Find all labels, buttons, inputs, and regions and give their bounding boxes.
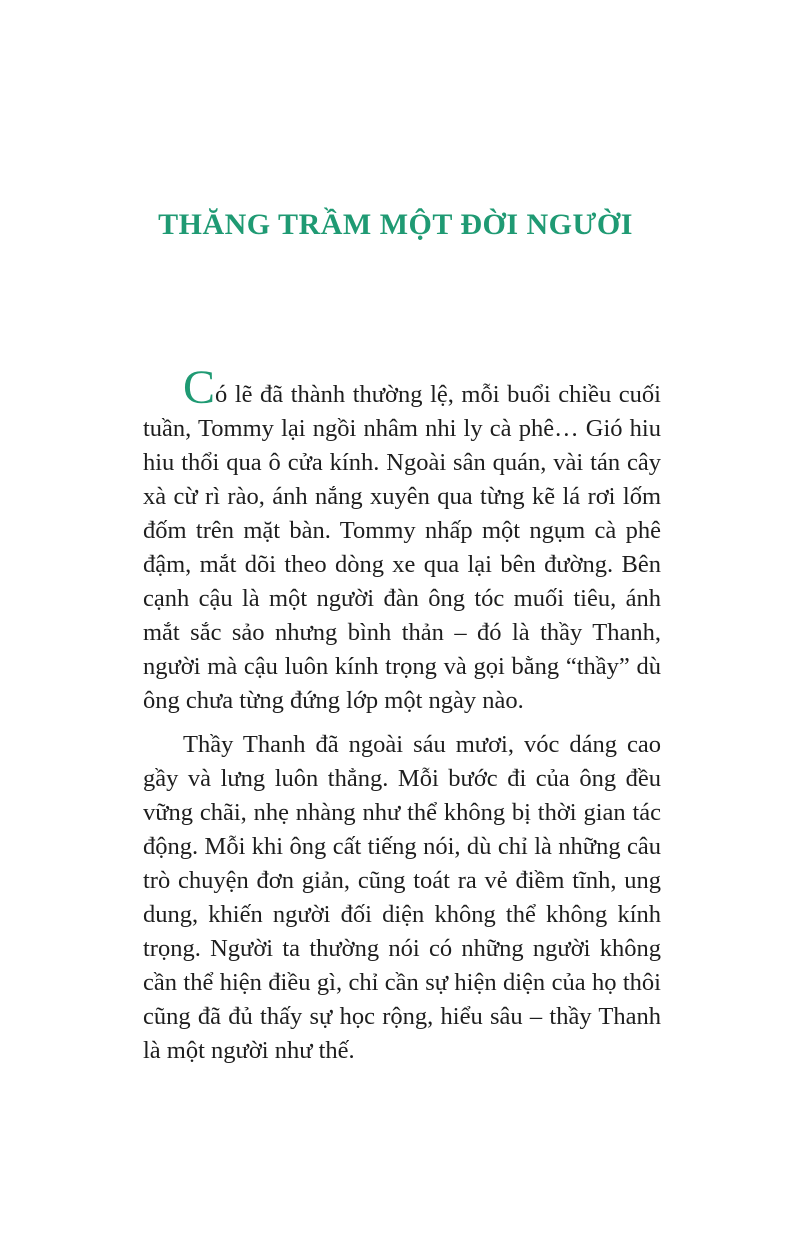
paragraph-1 [143, 361, 661, 718]
drop-cap: C [183, 361, 216, 414]
chapter-title: THĂNG TRẦM MỘT ĐỜI NGƯỜI [158, 208, 633, 241]
paragraph-1-text: ó lẽ đã thành thường lệ, mỗi buổi chiều cuối tuần, Tommy lại ngồi nhâm nhi ly cà phê… Gió hiu hiu thổi qua ô cửa kính. Ngoài sân quán, vài tán cây xà cừ rì rào, ánh nắng xuyên qua từng kẽ lá rơi lốm đốm trên mặt bàn. Tommy nhấp một ngụm cà phê đậm, mắt dõi theo dòng xe qua lại bên đường. Bên cạnh cậu là một người đàn ông tóc muối tiêu, ánh mắt sắc sảo nhưng bình thản – đó là thầy Thanh, người mà cậu luôn kính trọng và gọi bằng “thầy” dù ông chưa từng đứng lớp một ngày nào. [143, 381, 661, 714]
paragraph-2: Thầy Thanh đã ngoài sáu mươi, vóc dáng cao gầy và lưng luôn thẳng. Mỗi bước đi của ông đều vững chãi, nhẹ nhàng như thể không bị thời gian tác động. Mỗi khi ông cất tiếng nói, dù chỉ là những câu trò chuyện đơn giản, cũng toát ra vẻ điềm tĩnh, ung dung, khiến người đối diện không thể không kính trọng. Người ta thường nói có những người không cần thể hiện điều gì, chỉ cần sự hiện diện của họ thôi cũng đã đủ thấy sự học rộng, hiểu sâu – thầy Thanh là một người như thế. [143, 731, 661, 1064]
body-text [143, 361, 661, 1078]
